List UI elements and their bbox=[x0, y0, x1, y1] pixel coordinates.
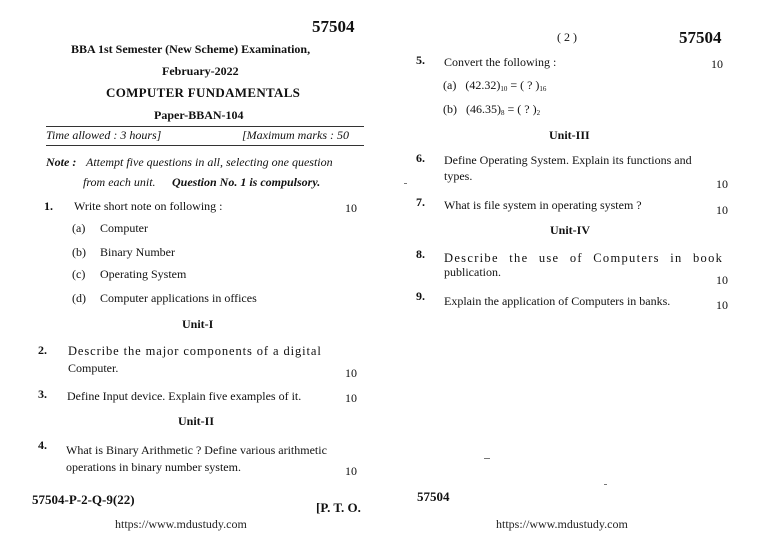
note-compulsory: Question No. 1 is compulsory. bbox=[172, 175, 321, 189]
target-base: 16 bbox=[539, 85, 547, 93]
exam-title: BBA 1st Semester (New Scheme) Examination, bbox=[71, 42, 311, 56]
paper-number: Paper-BBAN-104 bbox=[154, 108, 244, 122]
speck-mark bbox=[484, 458, 490, 459]
sub-item-label: (a) bbox=[443, 78, 457, 92]
website-url: https://www.mdustudy.com bbox=[115, 517, 247, 531]
pto: [P. T. O. bbox=[316, 500, 361, 515]
sub-item-b bbox=[443, 102, 540, 117]
subject-title: COMPUTER FUNDAMENTALS bbox=[106, 85, 301, 100]
question-number: 5. bbox=[416, 53, 425, 67]
number-value: (46.35) bbox=[466, 102, 501, 116]
question-text: operations in binary number system. bbox=[66, 460, 241, 474]
sub-item-a bbox=[443, 78, 546, 93]
time-allowed: Time allowed : 3 hours] bbox=[46, 128, 162, 142]
footer-code: 57504 bbox=[417, 489, 450, 504]
sub-item-text: Computer applications in offices bbox=[100, 291, 257, 305]
sub-item-label: (c) bbox=[72, 267, 86, 281]
sub-item-label: (d) bbox=[72, 291, 86, 305]
number-value: (42.32) bbox=[465, 78, 501, 92]
note-line-2: from each unit. bbox=[83, 175, 156, 189]
number-base: 10 bbox=[500, 85, 508, 93]
question-number: 4. bbox=[38, 438, 47, 452]
speck-mark bbox=[404, 183, 407, 184]
question-text: Convert the following : bbox=[444, 55, 557, 69]
question-marks: 10 bbox=[345, 201, 357, 215]
footer-code: 57504-P-2-Q-9(22) bbox=[32, 492, 135, 507]
question-text: Define Operating System. Explain its functions and bbox=[444, 153, 692, 167]
unit-heading: Unit-IV bbox=[550, 223, 591, 237]
question-number: 7. bbox=[416, 195, 425, 209]
question-number: 6. bbox=[416, 151, 425, 165]
page-number: ( 2 ) bbox=[557, 30, 577, 44]
question-text: Describe the use of Computers in book bbox=[444, 251, 724, 265]
number-base: 8 bbox=[501, 109, 505, 117]
sub-item-label: (b) bbox=[72, 245, 86, 259]
unit-heading: Unit-III bbox=[549, 128, 590, 142]
paper-code: 57504 bbox=[312, 17, 355, 36]
question-number: 2. bbox=[38, 343, 47, 357]
question-marks: 10 bbox=[716, 273, 728, 287]
equals-text: = ( ? ) bbox=[507, 78, 540, 92]
question-marks: 10 bbox=[716, 203, 728, 217]
question-text: What is file system in operating system ? bbox=[444, 198, 642, 212]
question-text: Define Input device. Explain five examples of it. bbox=[67, 389, 302, 403]
question-text: Explain the application of Computers in banks. bbox=[444, 294, 671, 308]
paper-code: 57504 bbox=[679, 28, 722, 47]
question-number: 8. bbox=[416, 247, 425, 261]
maximum-marks: [Maximum marks : 50 bbox=[242, 128, 349, 142]
divider-bottom bbox=[46, 145, 364, 146]
question-text: Computer. bbox=[68, 361, 119, 375]
website-url: https://www.mdustudy.com bbox=[496, 517, 628, 531]
sub-item-text: Operating System bbox=[100, 267, 187, 281]
note-line-1: Attempt five questions in all, selecting one question bbox=[86, 155, 333, 169]
divider-top bbox=[46, 126, 364, 127]
equals-text: = ( ? ) bbox=[504, 102, 537, 116]
question-marks: 10 bbox=[711, 57, 723, 71]
sub-item-label: (b) bbox=[443, 102, 457, 116]
question-text: publication. bbox=[444, 265, 501, 279]
question-marks: 10 bbox=[345, 464, 357, 478]
exam-date: February-2022 bbox=[162, 64, 239, 78]
question-text: Write short note on following : bbox=[74, 199, 223, 213]
question-marks: 10 bbox=[716, 298, 728, 312]
question-marks: 10 bbox=[345, 391, 357, 405]
unit-heading: Unit-II bbox=[178, 414, 215, 428]
question-number: 3. bbox=[38, 387, 47, 401]
question-marks: 10 bbox=[716, 177, 728, 191]
sub-item-text: Computer bbox=[100, 221, 148, 235]
sub-item-text: Binary Number bbox=[100, 245, 175, 259]
question-number: 1. bbox=[44, 199, 53, 213]
question-marks: 10 bbox=[345, 366, 357, 380]
target-base: 2 bbox=[536, 109, 541, 117]
note-label: Note : bbox=[46, 155, 77, 169]
unit-heading: Unit-I bbox=[182, 317, 214, 331]
sub-item-label: (a) bbox=[72, 221, 86, 235]
speck-mark bbox=[604, 484, 607, 485]
question-text: Describe the major components of a digital bbox=[68, 344, 322, 358]
question-text: What is Binary Arithmetic ? Define various arithmetic bbox=[66, 443, 327, 457]
question-number: 9. bbox=[416, 289, 425, 303]
question-text: types. bbox=[444, 169, 473, 183]
